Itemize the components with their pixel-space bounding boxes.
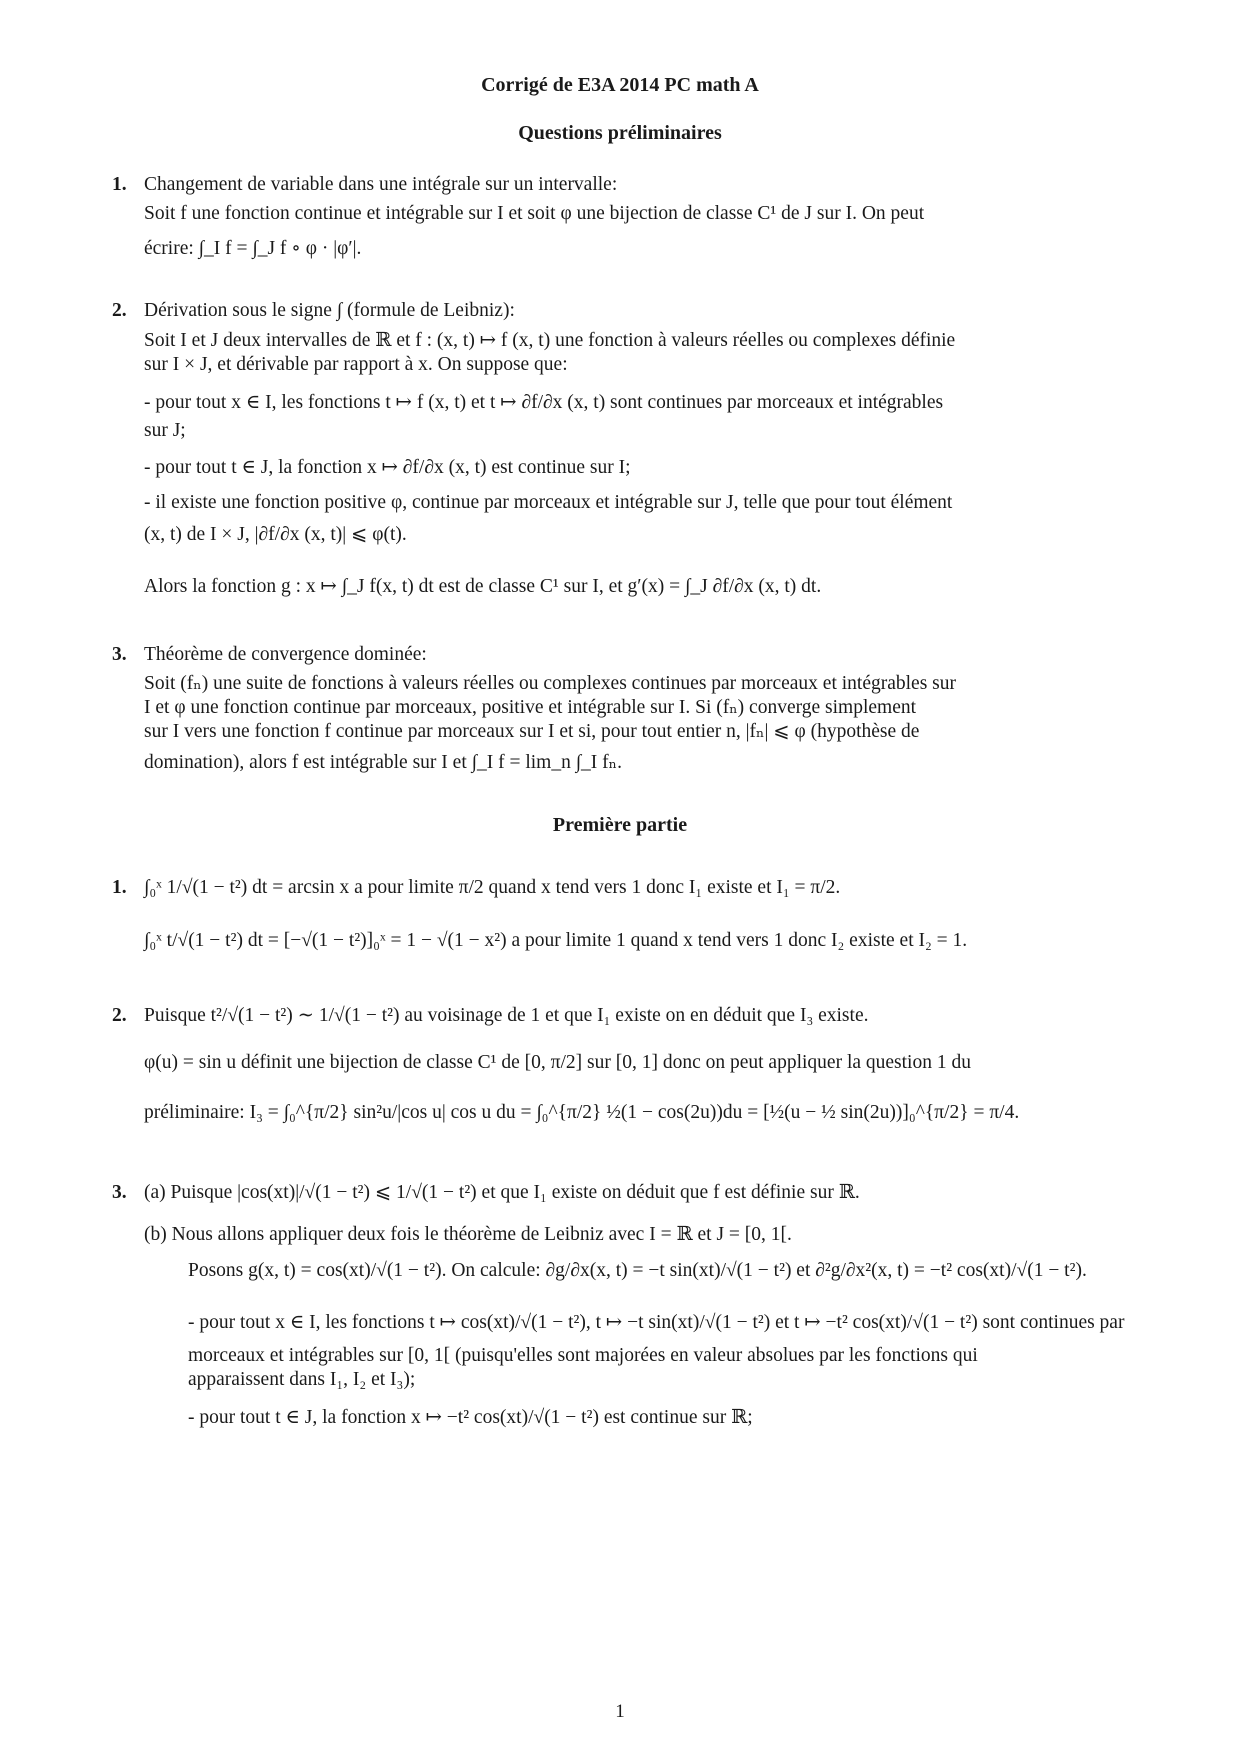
part1-q3-number: 3.	[112, 1182, 127, 1203]
part1-q3-b-line6: - pour tout t ∈ J, la fonction x ↦ −t² cos(xt)/√(1 − t²) est continue sur ℝ;	[188, 1407, 753, 1428]
part1-q3-b-line4: morceaux et intégrables sur [0, 1[ (puisqu'elles sont majorées en valeur absolues par les fonctions qui	[188, 1345, 978, 1366]
part1-q1-line2: ∫₀ˣ t/√(1 − t²) dt = [−√(1 − t²)]₀ˣ = 1 − √(1 − x²) a pour limite 1 quand x tend vers 1 donc I₂ existe et I₂ = 1.	[144, 930, 968, 951]
prelim-q1-line1: Soit f une fonction continue et intégrable sur I et soit φ une bijection de classe C¹ de J sur I. On peut	[144, 203, 925, 224]
part1-q3-b-line3: - pour tout x ∈ I, les fonctions t ↦ cos(xt)/√(1 − t²), t ↦ −t sin(xt)/√(1 − t²) et t ↦ −t² cos(xt)/√(1 − t²) sont continues par	[188, 1312, 1125, 1333]
prelim-q2-number: 2.	[112, 300, 127, 321]
part1-q1-line1: ∫₀ˣ 1/√(1 − t²) dt = arcsin x a pour limite π/2 quand x tend vers 1 donc I₁ existe et I₁ = π/2.	[144, 877, 841, 898]
prelim-q3-line3: sur I vers une fonction f continue par morceaux sur I et si, pour tout entier n, |fₙ| ⩽ φ (hypothèse de	[144, 721, 920, 742]
section-heading-prelim: Questions préliminaires	[518, 122, 722, 144]
prelim-q2-heading: Dérivation sous le signe ∫ (formule de Leibniz):	[144, 300, 515, 321]
part1-q3-a: (a) Puisque |cos(xt)|/√(1 − t²) ⩽ 1/√(1 − t²) et que I₁ existe on déduit que f est définie sur ℝ.	[144, 1182, 860, 1203]
prelim-q3-line2: I et φ une fonction continue par morceaux, positive et intégrable sur I. Si (fₙ) converge simplement	[144, 697, 917, 718]
part1-q2-line1: Puisque t²/√(1 − t²) ∼ 1/√(1 − t²) au voisinage de 1 et que I₁ existe on en déduit que I₃ existe.	[144, 1005, 869, 1026]
prelim-q2-line2: sur I × J, et dérivable par rapport à x. On suppose que:	[144, 354, 568, 375]
prelim-q1-line2: écrire: ∫_I f = ∫_J f ∘ φ · |φ′|.	[144, 238, 362, 259]
prelim-q2-line1: Soit I et J deux intervalles de ℝ et f : (x, t) ↦ f (x, t) une fonction à valeurs réelles ou complexes définie	[144, 330, 956, 351]
part1-q2-line2: φ(u) = sin u définit une bijection de classe C¹ de [0, π/2] sur [0, 1] donc on peut appliquer la question 1 du	[144, 1052, 971, 1073]
part1-q2-line3: préliminaire: I₃ = ∫₀^{π/2} sin²u/|cos u| cos u du = ∫₀^{π/2} ½(1 − cos(2u))du = [½(u − ½ sin(2u))]₀^{π/2} = π/4.	[144, 1102, 1020, 1123]
prelim-q2-line7: (x, t) de I × J, |∂f/∂x (x, t)| ⩽ φ(t).	[144, 524, 407, 545]
prelim-q3-number: 3.	[112, 644, 127, 665]
prelim-q2-line8: Alors la fonction g : x ↦ ∫_J f(x, t) dt est de classe C¹ sur I, et g′(x) = ∫_J ∂f/∂x (x, t) dt.	[144, 576, 822, 597]
document-title: Corrigé de E3A 2014 PC math A	[481, 74, 759, 96]
prelim-q2-line5: - pour tout t ∈ J, la fonction x ↦ ∂f/∂x (x, t) est continue sur I;	[144, 457, 631, 478]
prelim-q3-line4: domination), alors f est intégrable sur I et ∫_I f = lim_n ∫_I fₙ.	[144, 752, 622, 773]
prelim-q2-line4: sur J;	[144, 420, 186, 441]
part1-q3-b-line5: apparaissent dans I₁, I₂ et I₃);	[188, 1369, 416, 1390]
prelim-q3-line1: Soit (fₙ) une suite de fonctions à valeurs réelles ou complexes continues par morceaux et intégrables sur	[144, 673, 957, 694]
section-heading-part1: Première partie	[552, 814, 688, 836]
prelim-q1-heading: Changement de variable dans une intégrale sur un intervalle:	[144, 174, 618, 195]
prelim-q2-line3: - pour tout x ∈ I, les fonctions t ↦ f (x, t) et t ↦ ∂f/∂x (x, t) sont continues par morceaux et intégrables	[144, 392, 944, 413]
page-number: 1	[615, 1701, 625, 1722]
part1-q3-b-line2: Posons g(x, t) = cos(xt)/√(1 − t²). On calcule: ∂g/∂x(x, t) = −t sin(xt)/√(1 − t²) et ∂²g/∂x²(x, t) = −t² cos(xt)/√(1 − t²).	[188, 1260, 1087, 1281]
part1-q2-number: 2.	[112, 1005, 127, 1026]
prelim-q3-heading: Théorème de convergence dominée:	[144, 644, 427, 665]
part1-q1-number: 1.	[112, 877, 127, 898]
prelim-q2-line6: - il existe une fonction positive φ, continue par morceaux et intégrable sur J, telle que pour tout élément	[144, 492, 953, 513]
prelim-q1-number: 1.	[112, 174, 127, 195]
part1-q3-b-line1: (b) Nous allons appliquer deux fois le théorème de Leibniz avec I = ℝ et J = [0, 1[.	[144, 1224, 792, 1245]
